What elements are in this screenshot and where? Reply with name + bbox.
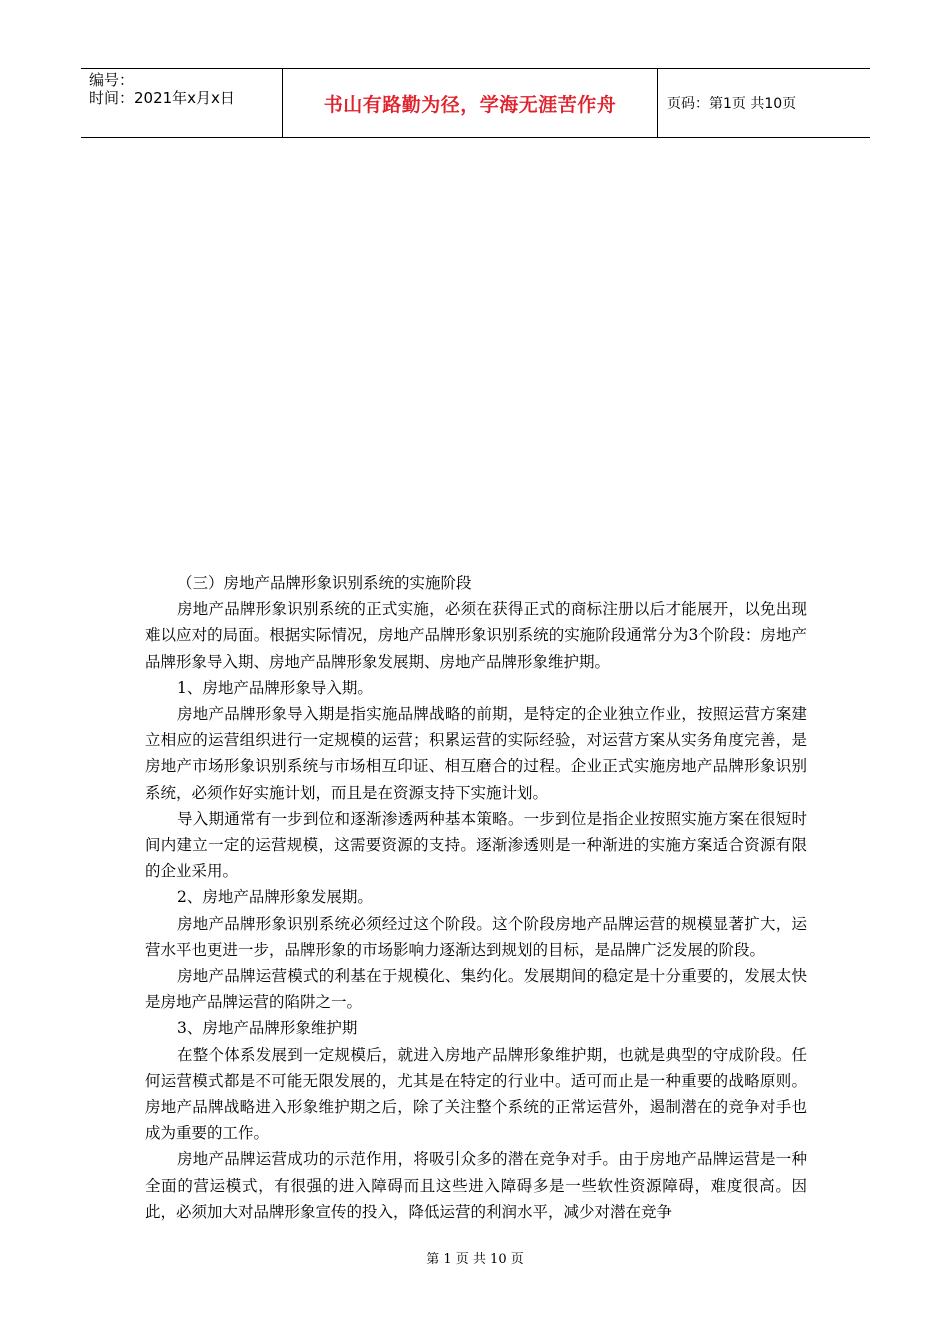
paragraph: 房地产品牌形象导入期是指实施品牌战略的前期，是特定的企业独立作业，按照运营方案建立相应的运营组织进行一定规模的运营；积累运营的实际经验，对运营方案从实务角度完善，是房地产市场形象识别系统与市场相互印证、相互磨合的过程。企业正式实施房地产品牌形象识别系统，必须作好实施计划，而且是在资源支持下实施计划。 bbox=[145, 705, 807, 802]
subsection-heading: 3、房地产品牌形象维护期 bbox=[177, 1019, 358, 1038]
document-body bbox=[145, 570, 807, 1225]
paragraph: 在整个体系发展到一定规模后，就进入房地产品牌形象维护期，也就是典型的守成阶段。任何运营模式都是不可能无限发展的，尤其是在特定的行业中。适可而止是一种重要的战略原则。房地产品牌战略进入形象维护期之后，除了关注整个系统的正常运营外，遏制潜在的竞争对手也成为重要的工作。 bbox=[145, 1045, 807, 1143]
page-footer: 第 1 页 共 10 页 bbox=[426, 1252, 524, 1267]
header-meta-cell bbox=[81, 69, 283, 137]
paragraph: 房地产品牌形象识别系统的正式实施，必须在获得正式的商标注册以后才能展开，以免出现难以应对的局面。根据实际情况，房地产品牌形象识别系统的实施阶段通常分为3个阶段：房地产品牌形象导入期、房地产品牌形象发展期、房地产品牌形象维护期。 bbox=[145, 600, 807, 671]
paragraph: 房地产品牌形象识别系统必须经过这个阶段。这个阶段房地产品牌运营的规模显著扩大，运营水平也更进一步，品牌形象的市场影响力逐渐达到规划的目标，是品牌广泛发展的阶段。 bbox=[145, 914, 807, 959]
subsection-heading: 1、房地产品牌形象导入期。 bbox=[177, 678, 373, 697]
document-time-label: 时间：2021年x月x日 bbox=[89, 89, 235, 107]
header-motto: 书山有路勤为径，学海无涯苦作舟 bbox=[323, 93, 617, 116]
section-heading: （三）房地产品牌形象识别系统的实施阶段 bbox=[177, 574, 472, 592]
header-page-cell bbox=[658, 69, 870, 137]
document-number-label: 编号： bbox=[89, 71, 135, 89]
paragraph: 房地产品牌运营成功的示范作用，将吸引众多的潜在竞争对手。由于房地产品牌运营是一种全面的营运模式，有很强的进入障碍而且这些进入障碍多是一些软性资源障碍，难度很高。因此，必须加大对品牌形象宣传的投入，降低运营的利润水平，减少对潜在竞争 bbox=[145, 1150, 807, 1221]
header-motto-cell bbox=[283, 69, 658, 137]
page-header bbox=[81, 68, 870, 138]
subsection-heading: 2、房地产品牌形象发展期。 bbox=[177, 888, 373, 907]
header-page-info: 页码：第1页 共10页 bbox=[667, 96, 797, 112]
paragraph: 导入期通常有一步到位和逐渐渗透两种基本策略。一步到位是指企业按照实施方案在很短时间内建立一定的运营规模，这需要资源的支持。逐渐渗透则是一种渐进的实施方案适合资源有限的企业采用。 bbox=[145, 809, 807, 881]
paragraph: 房地产品牌运营模式的利基在于规模化、集约化。发展期间的稳定是十分重要的，发展太快是房地产品牌运营的陷阱之一。 bbox=[145, 967, 807, 1012]
